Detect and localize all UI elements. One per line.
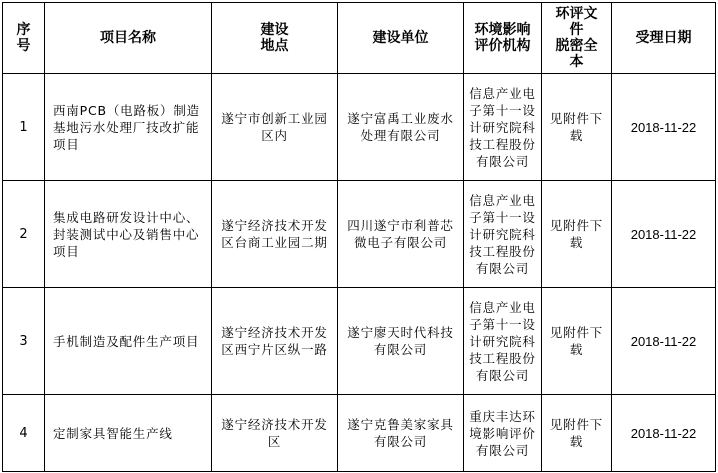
table-row [3,395,716,472]
cell-date: 2018-11-22 [612,395,716,472]
filing-table-page [2,2,716,472]
cell-document-link[interactable]: 见附件下载 [542,288,612,395]
cell-seq: 4 [3,395,45,472]
cell-unit: 四川遂宁市利普芯微电子有限公司 [338,181,464,288]
cell-project-name: 定制家具智能生产线 [45,395,212,472]
table-row [3,288,716,395]
header-date: 受理日期 [612,3,716,74]
cell-seq: 2 [3,181,45,288]
cell-eia-org: 信息产业电子第十一设计研究院科技工程股份有限公司 [464,288,542,395]
cell-seq: 1 [3,74,45,181]
cell-project-name: 西南PCB（电路板）制造基地污水处理厂技改扩能项目 [45,74,212,181]
header-document: 环评文 件 脱密全 本 [542,3,612,74]
cell-site: 遂宁经济技术开发区西宁片区纵一路 [212,288,338,395]
table-row [3,181,716,288]
header-eia-org: 环境影响 评价机构 [464,3,542,74]
cell-document-link[interactable]: 见附件下载 [542,74,612,181]
header-row [3,3,716,74]
header-site: 建设 地点 [212,3,338,74]
cell-date: 2018-11-22 [612,74,716,181]
cell-unit: 遂宁克鲁美家家具有限公司 [338,395,464,472]
cell-project-name: 手机制造及配件生产项目 [45,288,212,395]
cell-document-link[interactable]: 见附件下载 [542,181,612,288]
cell-project-name: 集成电路研发设计中心、封装测试中心及销售中心项目 [45,181,212,288]
cell-eia-org: 信息产业电子第十一设计研究院科技工程股份有限公司 [464,74,542,181]
project-table [2,2,716,472]
header-seq: 序 号 [3,3,45,74]
table-row [3,74,716,181]
cell-date: 2018-11-22 [612,181,716,288]
header-unit: 建设单位 [338,3,464,74]
cell-site: 遂宁经济技术开发区 [212,395,338,472]
cell-document-link[interactable]: 见附件下载 [542,395,612,472]
cell-eia-org: 重庆丰达环境影响评价有限公司 [464,395,542,472]
cell-site: 遂宁市创新工业园区内 [212,74,338,181]
cell-seq: 3 [3,288,45,395]
cell-eia-org: 信息产业电子第十一设计研究院科技工程股份有限公司 [464,181,542,288]
header-project-name: 项目名称 [45,3,212,74]
cell-date: 2018-11-22 [612,288,716,395]
cell-unit: 遂宁廖天时代科技有限公司 [338,288,464,395]
cell-unit: 遂宁富禹工业废水处理有限公司 [338,74,464,181]
cell-site: 遂宁经济技术开发区台商工业园二期 [212,181,338,288]
